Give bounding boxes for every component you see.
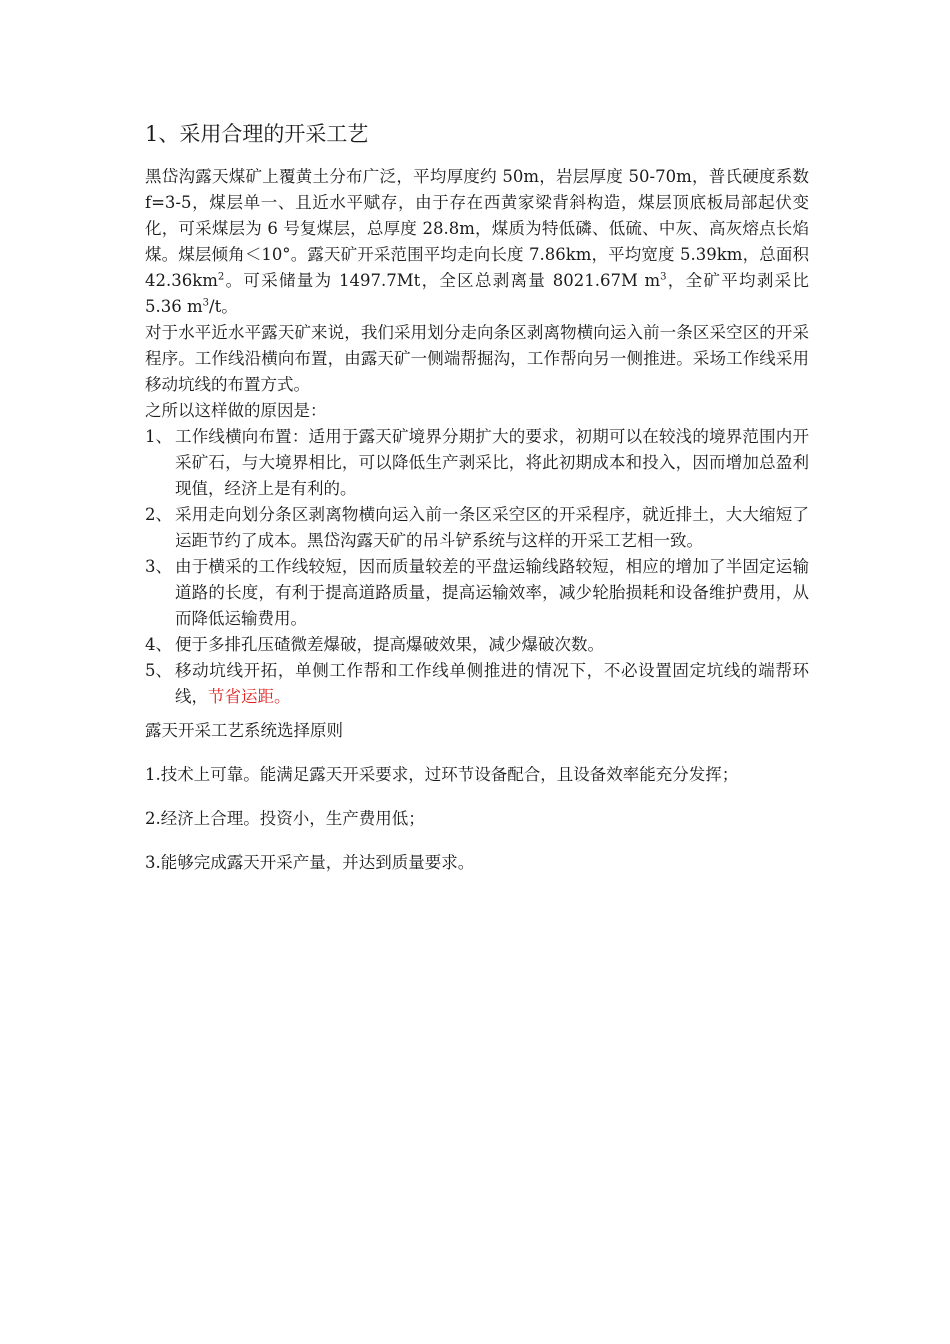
document-content bbox=[145, 118, 809, 876]
list-item-text: 采用走向划分条区剥离物横向运入前一条区采空区的开采程序，就近排土，大大缩短了运距节约了成本。黑岱沟露天矿的吊斗铲系统与这样的开采工艺相一致。 bbox=[175, 505, 809, 550]
list-item bbox=[145, 424, 809, 502]
principle-item: 3.能够完成露天开采产量，并达到质量要求。 bbox=[145, 853, 475, 872]
superscript-area: 2 bbox=[217, 271, 225, 283]
intro-text-mid: 。可采储量为 1497.7Mt，全区总剥离量 8021.67M m bbox=[224, 271, 661, 290]
principle-item: 2.经济上合理。投资小，生产费用低； bbox=[145, 809, 425, 828]
list-item bbox=[145, 554, 809, 632]
intro-paragraph bbox=[145, 164, 809, 320]
list-item-number: 1、 bbox=[145, 427, 172, 446]
superscript-ratio: 3 bbox=[202, 297, 210, 309]
intro-text-mid2: ，全矿平均剥采比 5.36 m bbox=[145, 271, 809, 316]
section-heading: 1、采用合理的开采工艺 bbox=[145, 122, 369, 146]
intro-text-start: 黑岱沟露天煤矿上覆黄土分布广泛，平均厚度约 50m，岩层厚度 50-70m，普氏硬度系数 f=3-5，煤层单一、且近水平赋存，由于存在西黄家梁背斜构造，煤层顶底板局部起伏变化，可采煤层为 6 号复煤层，总厚度 28.8m，煤质为特低磷、低硫、中灰、高灰熔点长焰煤。煤层倾角＜10°。露天矿开采范围平均走向长度 7.86km，平均宽度 5.39km，总面积 42.36km bbox=[145, 167, 809, 290]
list-item-number: 5、 bbox=[145, 661, 172, 680]
list-item-number: 4、 bbox=[145, 635, 172, 654]
list-item bbox=[145, 632, 809, 658]
method-paragraph: 对于水平近水平露天矿来说，我们采用划分走向条区剥离物横向运入前一条区采空区的开采程序。工作线沿横向布置，由露天矿一侧端帮掘沟，工作帮向另一侧推进。采场工作线采用移动坑线的布置方式。 bbox=[145, 323, 809, 394]
principles-title: 露天开采工艺系统选择原则 bbox=[145, 721, 343, 740]
list-item-text: 由于横采的工作线较短，因而质量较差的平盘运输线路较短，相应的增加了半固定运输道路的长度，有利于提高道路质量，提高运输效率，减少轮胎损耗和设备维护费用，从而降低运输费用。 bbox=[175, 557, 809, 628]
highlighted-text: 节省运距。 bbox=[208, 687, 291, 706]
list-item bbox=[145, 502, 809, 554]
reason-intro: 之所以这样做的原因是： bbox=[145, 401, 327, 420]
list-item bbox=[145, 658, 809, 710]
list-item-text: 工作线横向布置：适用于露天矿境界分期扩大的要求，初期可以在较浅的境界范围内开采矿石，与大境界相比，可以降低生产剥采比，将此初期成本和投入，因而增加总盈利现值，经济上是有利的。 bbox=[175, 427, 809, 498]
principle-item: 1.技术上可靠。能满足露天开采要求，过环节设备配合，且设备效率能充分发挥； bbox=[145, 765, 739, 784]
list-item-number: 2、 bbox=[145, 505, 172, 524]
reasons-list bbox=[145, 424, 809, 710]
list-item-number: 3、 bbox=[145, 557, 172, 576]
intro-text-end: /t。 bbox=[209, 297, 238, 316]
superscript-volume: 3 bbox=[660, 271, 667, 283]
list-item-text: 便于多排孔压碴微差爆破，提高爆破效果，减少爆破次数。 bbox=[175, 635, 604, 654]
list-item-text: 移动坑线开拓，单侧工作帮和工作线单侧推进的情况下，不必设置固定坑线的端帮环线， bbox=[175, 661, 809, 706]
